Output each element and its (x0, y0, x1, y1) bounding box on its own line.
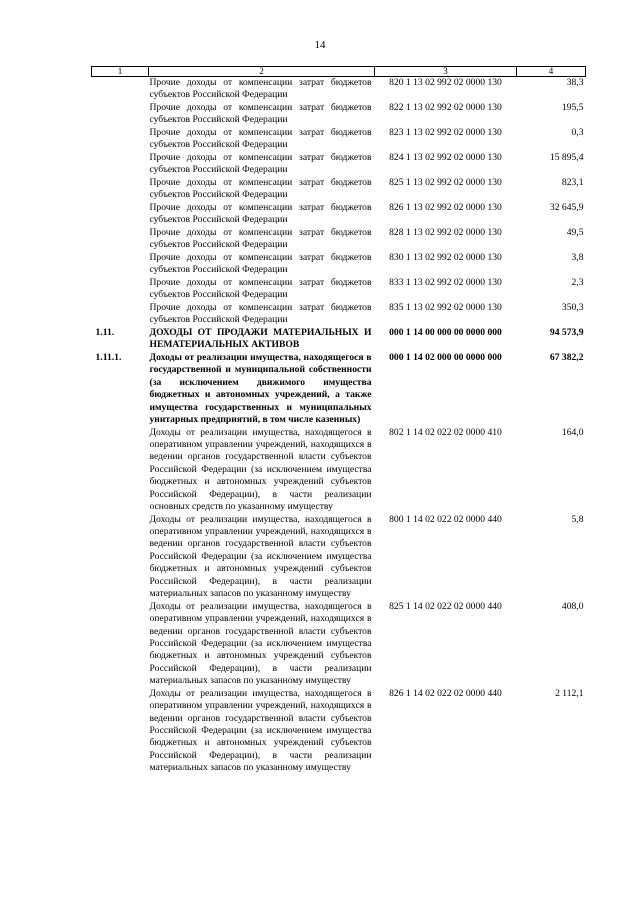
column-header-4: 4 (517, 67, 586, 77)
table-row (92, 227, 586, 252)
budget-code: 825 1 14 02 022 02 0000 440 (389, 600, 502, 612)
column-header-2: 2 (149, 67, 375, 77)
table-row (92, 177, 586, 202)
table-row (92, 327, 586, 352)
amount: 67 382,2 (549, 352, 584, 363)
revenue-name: Доходы от реализации имущества, находящегося в государственной и муниципальной собственности (за исключением движимого имущества бюджетных и автономных учреждений, а также имущества государственных и муниципальных унитарных предприятий, в том числе казенных) (149, 352, 372, 426)
revenue-name: Прочие доходы от компенсации затрат бюджетов субъектов Российской Федерации (149, 127, 372, 151)
amount: 3,8 (571, 252, 584, 263)
table-row (92, 277, 586, 302)
row-number (92, 427, 149, 514)
revenue-name: Прочие доходы от компенсации затрат бюджетов субъектов Российской Федерации (149, 252, 372, 276)
budget-code: 835 1 13 02 992 02 0000 130 (389, 302, 502, 313)
amount: 5,8 (571, 513, 584, 525)
table-row (92, 77, 586, 103)
table-header (92, 67, 586, 77)
revenue-name: Прочие доходы от компенсации затрат бюджетов субъектов Российской Федерации (149, 277, 372, 301)
table-body (92, 77, 586, 775)
budget-code: 826 1 13 02 992 02 0000 130 (389, 202, 502, 213)
row-number (92, 152, 149, 177)
revenue-name: Прочие доходы от компенсации затрат бюджетов субъектов Российской Федерации (149, 152, 372, 176)
row-number (92, 514, 149, 601)
budget-code: 824 1 13 02 992 02 0000 130 (389, 152, 502, 163)
row-number: 1.11.1. (95, 352, 122, 363)
row-number (92, 227, 149, 252)
budget-code: 802 1 14 02 022 02 0000 410 (389, 426, 502, 438)
amount: 2,3 (571, 277, 584, 288)
table-row (92, 202, 586, 227)
revenue-name: Прочие доходы от компенсации затрат бюджетов субъектов Российской Федерации (149, 177, 372, 201)
amount: 823,1 (561, 177, 584, 188)
row-number: 1.11. (95, 327, 115, 338)
table-row (92, 127, 586, 152)
budget-code: 825 1 13 02 992 02 0000 130 (389, 177, 502, 188)
table-row (92, 302, 586, 327)
revenue-name: Прочие доходы от компенсации затрат бюджетов субъектов Российской Федерации (149, 302, 372, 326)
revenue-name: Прочие доходы от компенсации затрат бюджетов субъектов Российской Федерации (149, 77, 372, 101)
column-header-3: 3 (375, 67, 517, 77)
budget-code: 828 1 13 02 992 02 0000 130 (389, 227, 502, 238)
revenue-name: ДОХОДЫ ОТ ПРОДАЖИ МАТЕРИАЛЬНЫХ И НЕМАТЕРИАЛЬНЫХ АКТИВОВ (149, 327, 372, 351)
row-number (92, 77, 149, 103)
budget-code: 800 1 14 02 022 02 0000 440 (389, 513, 502, 525)
budget-code: 830 1 13 02 992 02 0000 130 (389, 252, 502, 263)
revenue-table (91, 66, 586, 775)
budget-code: 000 1 14 02 000 00 0000 000 (389, 352, 502, 363)
amount: 94 573,9 (549, 327, 584, 338)
amount: 38,3 (566, 77, 584, 88)
table-row (92, 102, 586, 127)
amount: 2 112,1 (555, 687, 584, 699)
revenue-name: Прочие доходы от компенсации затрат бюджетов субъектов Российской Федерации (149, 102, 372, 126)
table-row (92, 514, 586, 601)
column-header-1: 1 (92, 67, 149, 77)
amount: 195,5 (561, 102, 584, 113)
amount: 408,0 (561, 600, 584, 612)
amount: 0,3 (571, 127, 584, 138)
page-number: 14 (314, 39, 326, 51)
table-row (92, 688, 586, 775)
table-row (92, 352, 586, 427)
row-number (92, 252, 149, 277)
table-row (92, 252, 586, 277)
amount: 350,3 (561, 302, 584, 313)
revenue-name: Доходы от реализации имущества, находящегося в оперативном управлении учреждений, находящихся в ведении органов государственной власти субъектов Российской Федерации (за исключением имущества бюджетных и автономных учреждений субъектов Российской Федерации), в части реализации материальных запасов по указанному имуществу (149, 600, 372, 687)
revenue-name: Доходы от реализации имущества, находящегося в оперативном управлении учреждений, находящихся в ведении органов государственной власти субъектов Российской Федерации (за исключением имущества бюджетных и автономных учреждений субъектов Российской Федерации), в части реализации материальных запасов по указанному имуществу (149, 513, 372, 600)
row-number (92, 688, 149, 775)
table-row (92, 152, 586, 177)
row-number (92, 127, 149, 152)
budget-code: 820 1 13 02 992 02 0000 130 (389, 77, 502, 88)
row-number (92, 302, 149, 327)
budget-code: 826 1 14 02 022 02 0000 440 (389, 687, 502, 699)
table-row (92, 427, 586, 514)
budget-code: 000 1 14 00 000 00 0000 000 (389, 327, 502, 338)
budget-code: 822 1 13 02 992 02 0000 130 (389, 102, 502, 113)
row-number (92, 102, 149, 127)
budget-code: 833 1 13 02 992 02 0000 130 (389, 277, 502, 288)
amount: 164,0 (561, 426, 584, 438)
revenue-name: Прочие доходы от компенсации затрат бюджетов субъектов Российской Федерации (149, 202, 372, 226)
table-row (92, 601, 586, 688)
row-number (92, 277, 149, 302)
row-number (92, 202, 149, 227)
amount: 49,5 (566, 227, 584, 238)
revenue-name: Доходы от реализации имущества, находящегося в оперативном управлении учреждений, находящихся в ведении органов государственной власти субъектов Российской Федерации (за исключением имущества бюджетных и автономных учреждений субъектов Российской Федерации), в части реализации материальных запасов по указанному имуществу (149, 687, 372, 774)
amount: 32 645,9 (549, 202, 584, 213)
row-number (92, 601, 149, 688)
revenue-name: Прочие доходы от компенсации затрат бюджетов субъектов Российской Федерации (149, 227, 372, 251)
budget-code: 823 1 13 02 992 02 0000 130 (389, 127, 502, 138)
revenue-name: Доходы от реализации имущества, находящегося в оперативном управлении учреждений, находящихся в ведении органов государственной власти субъектов Российской Федерации (за исключением имущества бюджетных и автономных учреждений субъектов Российской Федерации), в части реализации основных средств по указанному имуществу (149, 426, 372, 513)
amount: 15 895,4 (549, 152, 584, 163)
row-number (92, 177, 149, 202)
